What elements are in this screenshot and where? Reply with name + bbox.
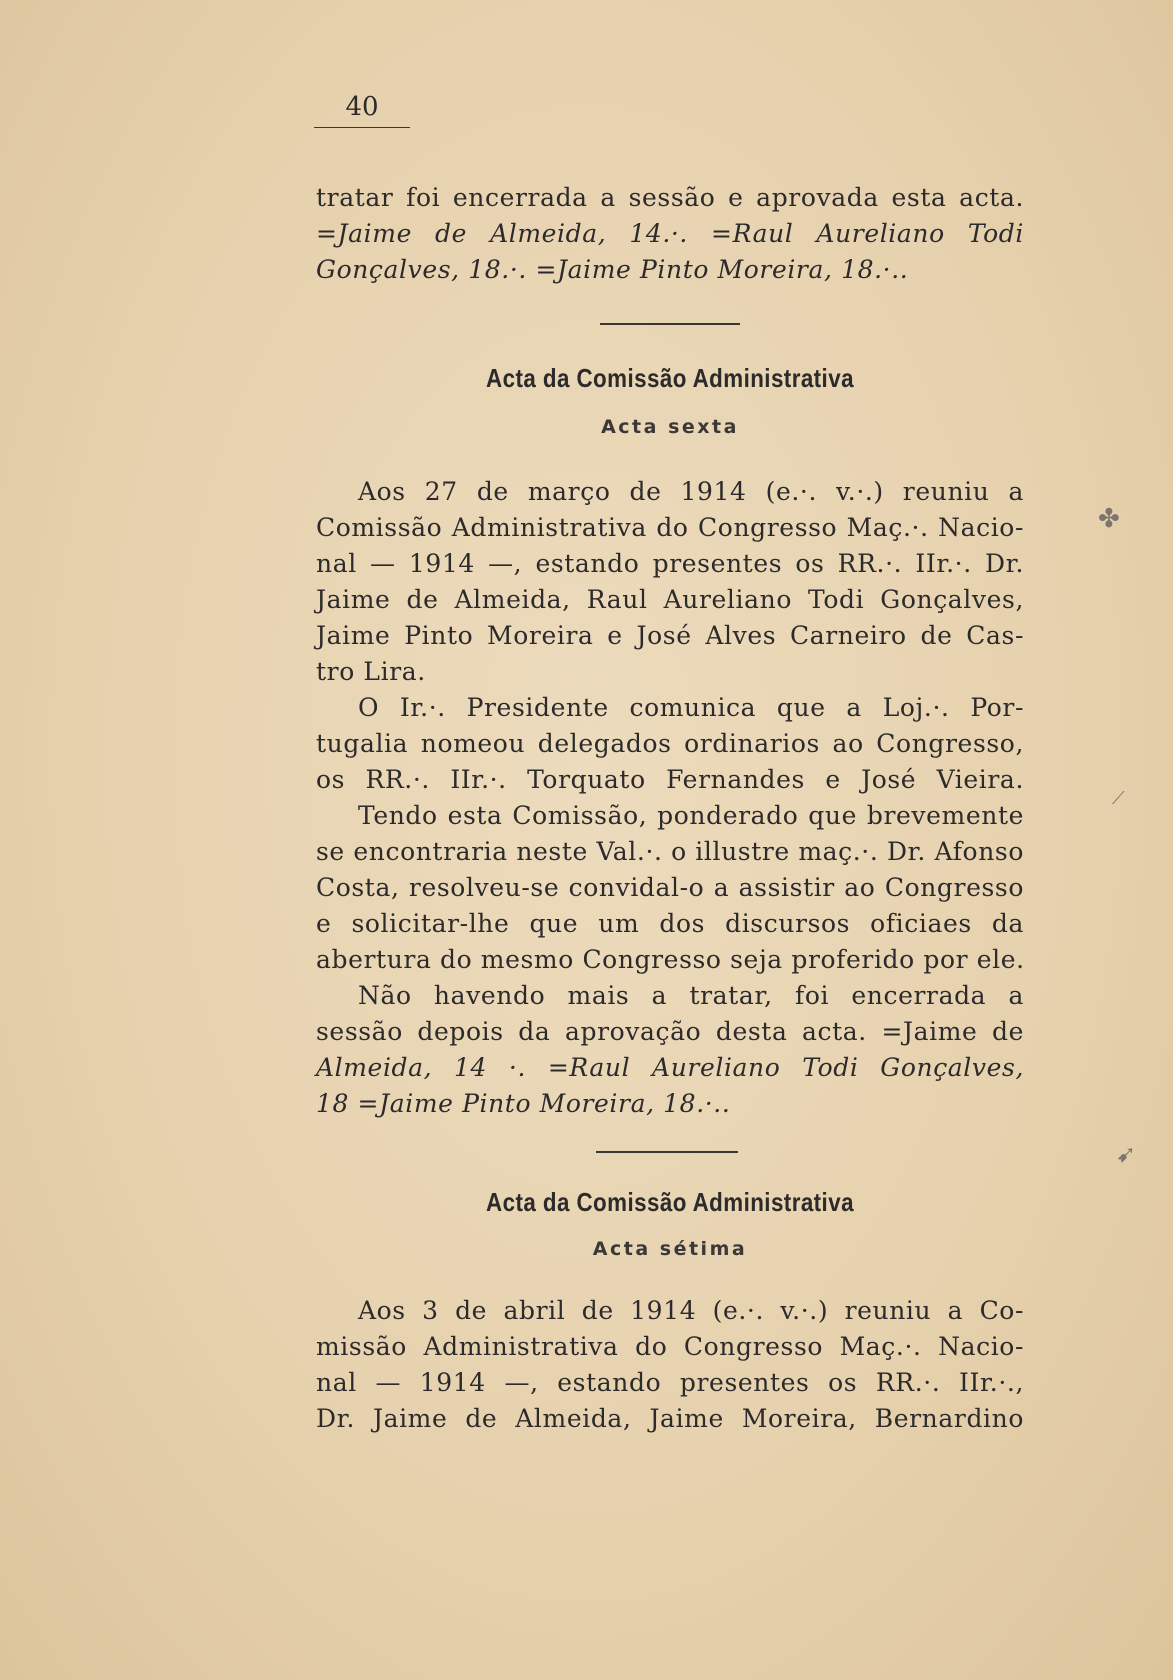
page-number: 40 [345,92,379,122]
paper-blemish-icon: ⟋ [1112,788,1125,809]
text-line [316,1086,1024,1122]
text-line: Tendo esta Comissão, ponderado que brevemente [358,801,1024,830]
text-line [316,216,1024,252]
signature-line: =Jaime de Almeida, 14.·. =Raul Aureliano Todi [316,219,1024,248]
paper-blemish-icon: ➹ [1116,1140,1137,1168]
text-line: os RR.·. IIr.·. Torquato Fernandes e José Vieira. [316,765,1024,794]
text-line: O Ir.·. Presidente comunica que a Loj.·. Por- [358,693,1024,722]
section-subheading: Acta sexta [601,416,739,438]
text-line: nal — 1914 —, estando presentes os RR.·. IIr.·. Dr. [316,549,1024,578]
signature-line: Almeida, 14 ·. =Raul Aureliano Todi Gonçalves, [316,1053,1024,1082]
text-line: Aos 3 de abril de 1914 (e.·. v.·.) reuniu a Co- [358,1296,1024,1325]
section-separator [596,1151,738,1153]
text-line: e solicitar-lhe que um dos discursos oficiaes da [316,909,1024,938]
text-line: Aos 27 de março de 1914 (e.·. v.·.) reuniu a [358,477,1024,506]
text-line: Dr. Jaime de Almeida, Jaime Moreira, Bernardino [316,1404,1024,1433]
section-subheading: Acta sétima [592,1238,748,1260]
text-line: missão Administrativa do Congresso Maç.·. Nacio- [316,1332,1024,1361]
text-line: Jaime Pinto Moreira e José Alves Carneiro de Cas- [316,621,1024,650]
text-line: abertura do mesmo Congresso seja proferido por ele. [316,945,1025,974]
signature-line: 18 =Jaime Pinto Moreira, 18.·.. [316,1089,731,1118]
text-line: Jaime de Almeida, Raul Aureliano Todi Gonçalves, [316,585,1024,614]
text-line: Costa, resolveu-se convidal-o a assistir ao Congresso [316,873,1024,902]
section-heading: Acta da Comissão Administrativa [486,363,854,393]
text-line [316,252,1024,288]
text-line: tratar foi encerrada a sessão e aprovada esta acta. [316,183,1024,212]
signature-line: Gonçalves, 18.·. =Jaime Pinto Moreira, 18.·.. [316,255,909,284]
section-separator [600,323,740,325]
text-line: sessão depois da aprovação desta acta. =Jaime de [316,1017,1024,1046]
text-line: se encontraria neste Val.·. o illustre maç.·. Dr. Afonso [316,837,1024,866]
text-line: nal — 1914 —, estando presentes os RR.·. IIr.·., [316,1368,1024,1397]
text-line: Comissão Administrativa do Congresso Maç.·. Nacio- [316,513,1024,542]
text-line: tro Lira. [316,657,426,686]
page-number-underline [314,127,410,128]
text-line: tugalia nomeou delegados ordinarios ao Congresso, [316,729,1024,758]
text-line: Não havendo mais a tratar, foi encerrada a [358,981,1024,1010]
section-heading: Acta da Comissão Administrativa [486,1187,854,1217]
text-line [316,1050,1024,1086]
paper-blemish-icon: ✤ [1098,504,1120,534]
